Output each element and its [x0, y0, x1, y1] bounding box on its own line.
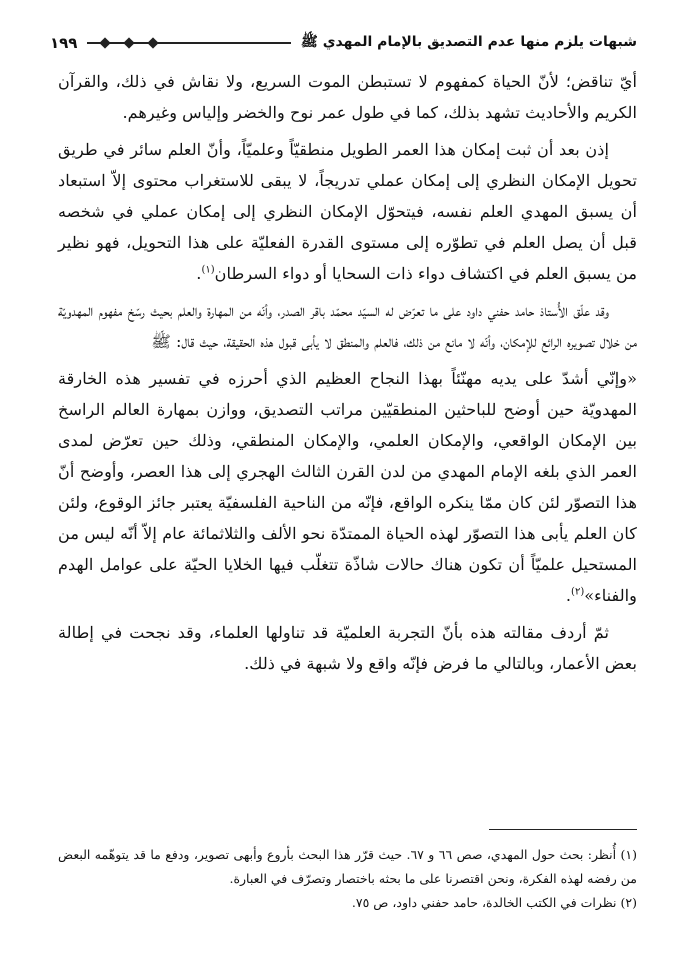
diamond-ornament-icon	[124, 37, 135, 48]
header-ornament-rule	[87, 42, 290, 44]
footnote-ref-1: (١)	[201, 264, 215, 276]
paragraph-3: وقد علّق الأُستاذ حامد حفني داود على ما تعرّض له السيّد محمّد باقر الصدر، وأنّه من المهارة والعلم بحيث رسّخ مفهوم المهدويّة من خلال تصويره الرائع للإمكان، وأنّه لا مانع من ذلك، فالعلم والمنطق لا يأبى قبول هذه الحقيقة، حيث قال: ﷺ	[58, 301, 637, 351]
footnote-separator	[489, 829, 637, 830]
footnotes	[58, 843, 637, 915]
footnote-1: (١) أُنظر: بحث حول المهدي، صص ٦٦ و ٦٧. حيث قرّر هذا البحث بأروع وأبهى تصوير، ودفع ما قد يتوهّمه البعض من رفضه لهذه الفكرة، ونحن اقتصرنا على ما بحثه باختصار وتصرّف في العبارة.	[58, 847, 637, 886]
footnote-2: (٢) نظرات في الكتب الخالدة، حامد حفني داود، ص ٧٥.	[351, 895, 637, 910]
diamond-ornament-icon	[148, 37, 159, 48]
sentence-end: .	[196, 264, 202, 283]
header-title: شبهات يلزم منها عدم التصديق بالإمام المهدي ﷺ	[300, 34, 637, 50]
main-text	[58, 66, 637, 679]
honorific-glyph: ﷺ	[300, 34, 318, 50]
paragraph-5: ثمّ أردف مقالته هذه بأنّ التجربة العلميّة قد تناولها العلماء، وقد نجحت في إطالة بعض الأعمار، وبالتالي ما فرض فإنّه واقع ولا شبهة في ذلك.	[58, 623, 637, 673]
running-header	[50, 30, 637, 56]
page-number: ١٩٩	[50, 34, 78, 52]
paragraph-1: أيّ تناقض؛ لأنّ الحياة كمفهوم لا تستبطن الموت السريع، ولا نقاش في ذلك، والقرآن الكريم والأحاديث تشهد بذلك، كما في طول عمر نوح والخضر وإلياس وغيرهم.	[58, 72, 637, 122]
honorific-glyph: ﷺ	[151, 332, 171, 351]
quote-paragraph: «وإنّي أشدّ على يديه مهنّئاً بهذا النجاح العظيم الذي أحرزه في تفسير هذه الخارقة المهدويّة حين أوضح للباحثين المنطقيّين مراتب التصديق، ووازن بمهارة العالم الراسخ بين الإمكان الواقعي، والإمكان العلمي، والإمكان المنطقي، وذلك حين تعرّض لمدى العمر الذي بلغه الإمام المهدي من لدن القرن الثالث الهجري إلى هذا العصر، وأوضح أنّ هذا التصوّر لئن كان ممّا ينكره الواقع، فإنّه من الناحية الفلسفيّة يعتبر جائز الوقوع، ولئن كان العلم يأبى هذا التصوّر لهذه الحياة الممتدّة نحو الألف والثلاثمائة عام إلاّ أنّه ليس من المستحيل علميّاً أن تكون هناك حالات شاذّة تتغلّب فيها الخلايا الحيّة على عوامل الهدم والفناء»$^{(٢)}$.	[58, 369, 637, 605]
diamond-ornament-icon	[100, 37, 111, 48]
paragraph-2: إذن بعد أن ثبت إمكان هذا العمر الطويل منطقيّاً وعلميّاً، وأنّ العلم سائر في طريق تحويل الإمكان النظري إلى إمكان عملي تدريجاً، لا يبقى للاستغراب محتوى إلاّ استبعاد أن يسبق المهدي العلم نفسه، فيتحوّل الإمكان النظري إلى إمكان عملي في شخصه قبل أن يصل العلم في تطوّره إلى مستوى القدرة الفعليّة على هذا التحويل، فهو نظير من يسبق العلم في اكتشاف دواء ذات السحايا أو دواء السرطان$^{(١)}$.	[58, 140, 637, 283]
footnote-ref-2: (٢)	[571, 586, 585, 598]
